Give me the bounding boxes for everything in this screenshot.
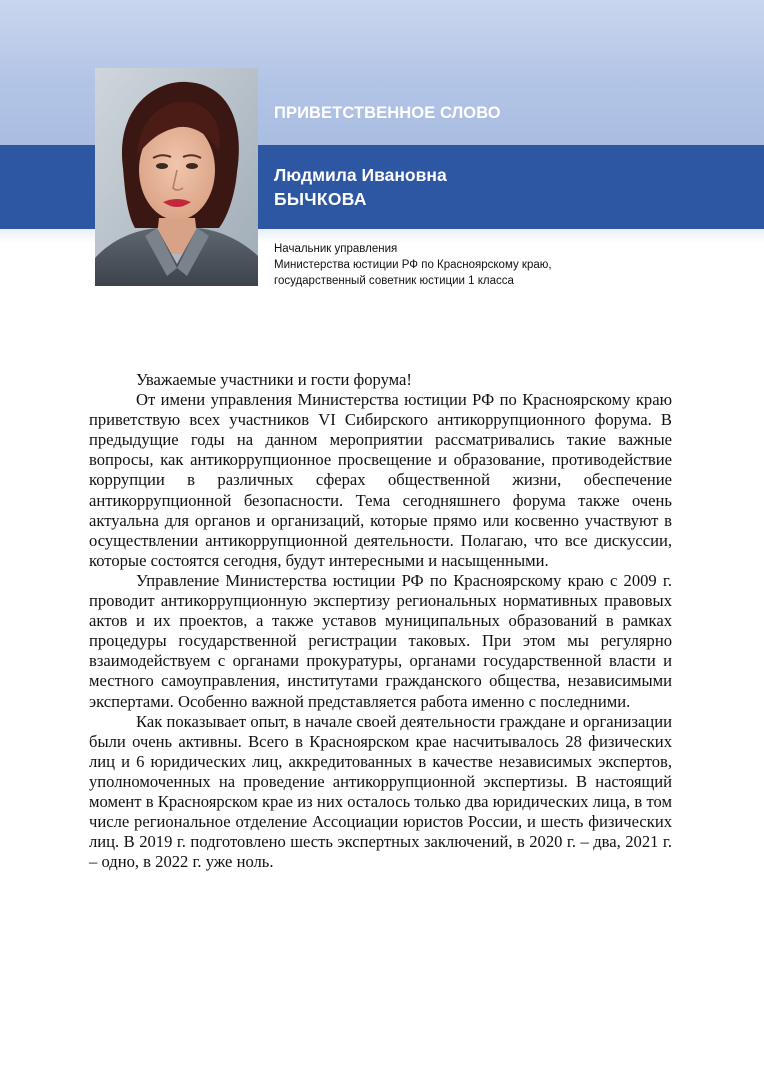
position-line: государственный советник юстиции 1 класса — [274, 275, 514, 287]
person-first-name: Людмила Ивановна — [274, 165, 447, 185]
paragraph: Как показывает опыт, в начале своей деятельности граждане и организации были очень активны. Всего в Красноярском крае насчитывалось 28 физических лиц и 6 юридических лиц, аккредитованных в качестве независимых экспертов, уполномоченных на проведение антикоррупционной экспертизы. В настоящий момент в Красноярском крае из них осталось только два юридических лица, в том числе региональное отделение Ассоциации юристов России, и шесть физических лиц. В 2019 г. подготовлено шесть экспертных заключений, в 2020 г. – два, 2021 г. – одно, в 2022 г. уже ноль. — [89, 711, 672, 872]
paragraph: Управление Министерства юстиции РФ по Красноярскому краю с 2009 г. проводит антикоррупционную экспертизу региональных нормативных правовых актов и их проектов, а также уставов муниципальных образований в рамках процедуры государственной регистрации таковых. При этом мы регулярно взаимодействуем с органами прокуратуры, органами государственной власти и местного самоуправления, институтами гражданского общества, независимыми экспертами. Особенно важной представляется работа именно с последними. — [89, 570, 672, 711]
letter-body — [89, 370, 672, 872]
section-title: ПРИВЕТСТВЕННОЕ СЛОВО — [274, 104, 501, 122]
salutation: Уважаемые участники и гости форума! — [136, 370, 412, 389]
person-position — [274, 241, 552, 289]
portrait-photo — [95, 68, 258, 286]
paragraph: От имени управления Министерства юстиции РФ по Красноярскому краю приветствую всех участников VI Сибирского антикоррупционного форума. В предыдущие годы на данном мероприятии рассматривались такие важные вопросы, как антикоррупционное просвещение и образование, противодействие коррупции в различных сферах общественной жизни, обеспечение антикоррупционной безопасности. Тема сегодняшнего форума также очень актуальна для органов и организаций, которые прямо или косвенно участвуют в осуществлении антикоррупционной деятельности. Полагаю, что все дискуссии, которые состоятся сегодня, будут интересными и насыщенными. — [89, 390, 672, 570]
position-line: Министерства юстиции РФ по Красноярскому краю, — [274, 259, 552, 271]
position-line: Начальник управления — [274, 243, 398, 255]
person-last-name: БЫЧКОВА — [274, 189, 367, 209]
